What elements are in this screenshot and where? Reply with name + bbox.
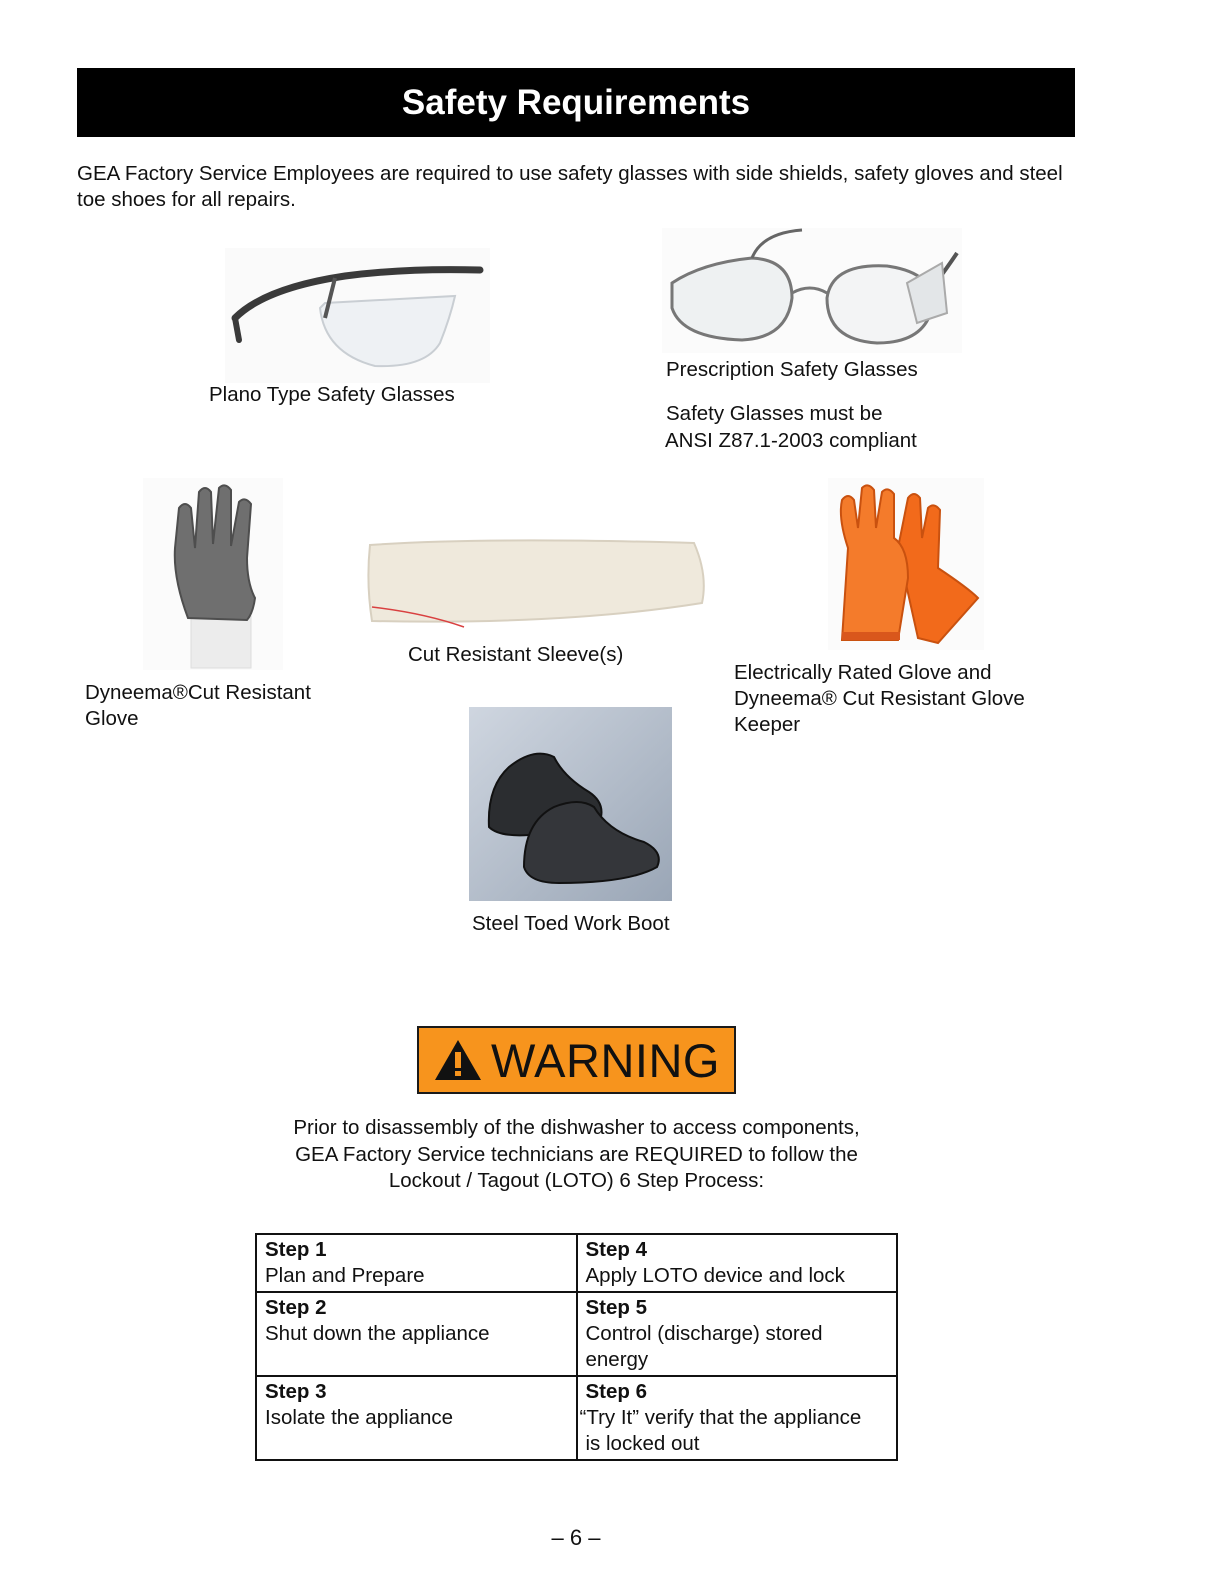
warning-message-line2: GEA Factory Service technicians are REQUIRED to follow the — [295, 1142, 858, 1166]
plano-glasses-caption: Plano Type Safety Glasses — [209, 383, 455, 406]
step-text: Shut down the appliance — [265, 1322, 490, 1345]
step-text: Plan and Prepare — [265, 1264, 425, 1287]
sleeve-caption: Cut Resistant Sleeve(s) — [408, 643, 624, 666]
plano-glasses-image — [225, 248, 490, 383]
step-cell — [577, 1292, 898, 1376]
warning-label: WARNING — [491, 1033, 720, 1087]
cut-resistant-glove-image — [143, 478, 283, 670]
steel-toed-boot-image — [469, 707, 672, 901]
step-label: Step 3 — [265, 1380, 327, 1403]
prescription-glasses-caption: Prescription Safety Glasses — [666, 358, 918, 381]
table-row — [256, 1376, 897, 1460]
page-title — [77, 68, 1075, 137]
electrical-glove-caption-line1: Electrically Rated Glove and — [734, 661, 992, 684]
step-label: Step 1 — [265, 1238, 327, 1261]
table-row — [256, 1292, 897, 1376]
electrical-glove-caption-line2: Dyneema® Cut Resistant Glove — [734, 687, 1025, 710]
step-text: “Try It” verify that the appliance — [579, 1406, 862, 1429]
electrical-glove-caption-line3: Keeper — [734, 713, 801, 736]
step-cell — [577, 1234, 898, 1292]
page-number: – 6 – — [551, 1525, 601, 1550]
loto-steps-table — [255, 1233, 898, 1461]
cut-glove-caption-line1: Dyneema®Cut Resistant — [85, 681, 311, 704]
step-text: Control (discharge) stored — [585, 1322, 823, 1345]
warning-triangle-icon — [433, 1038, 483, 1082]
ansi-note-line1: Safety Glasses must be — [666, 402, 883, 425]
step-label: Step 2 — [265, 1296, 327, 1319]
cut-resistant-sleeve-image — [364, 535, 710, 633]
step-text-continued: energy — [585, 1348, 649, 1371]
warning-sign — [417, 1026, 736, 1094]
intro-paragraph: GEA Factory Service Employees are required to use safety glasses with side shields, safety gloves and steel toe shoes for all repairs. — [77, 162, 1063, 211]
step-label: Step 5 — [585, 1296, 648, 1319]
warning-message — [255, 1115, 898, 1195]
step-text: Isolate the appliance — [265, 1406, 454, 1429]
boot-caption: Steel Toed Work Boot — [472, 912, 670, 935]
electrical-gloves-image — [828, 478, 984, 650]
step-label: Step 6 — [585, 1380, 648, 1403]
warning-message-line3: Lockout / Tagout (LOTO) 6 Step Process: — [388, 1169, 765, 1192]
prescription-glasses-image — [662, 228, 962, 353]
step-text-continued: is locked out — [585, 1432, 700, 1455]
step-cell — [256, 1376, 577, 1460]
page-title-text: Safety Requirements — [401, 82, 751, 122]
step-text: Apply LOTO device and lock — [585, 1264, 845, 1287]
step-label: Step 4 — [585, 1238, 648, 1261]
step-cell — [256, 1234, 577, 1292]
step-cell — [577, 1376, 898, 1460]
warning-message-line1: Prior to disassembly of the dishwasher to access components, — [293, 1116, 860, 1139]
table-row — [256, 1234, 897, 1292]
cut-glove-caption-line2: Glove — [85, 707, 139, 730]
ansi-note-line2: ANSI Z87.1-2003 compliant — [665, 429, 917, 452]
step-cell — [256, 1292, 577, 1376]
